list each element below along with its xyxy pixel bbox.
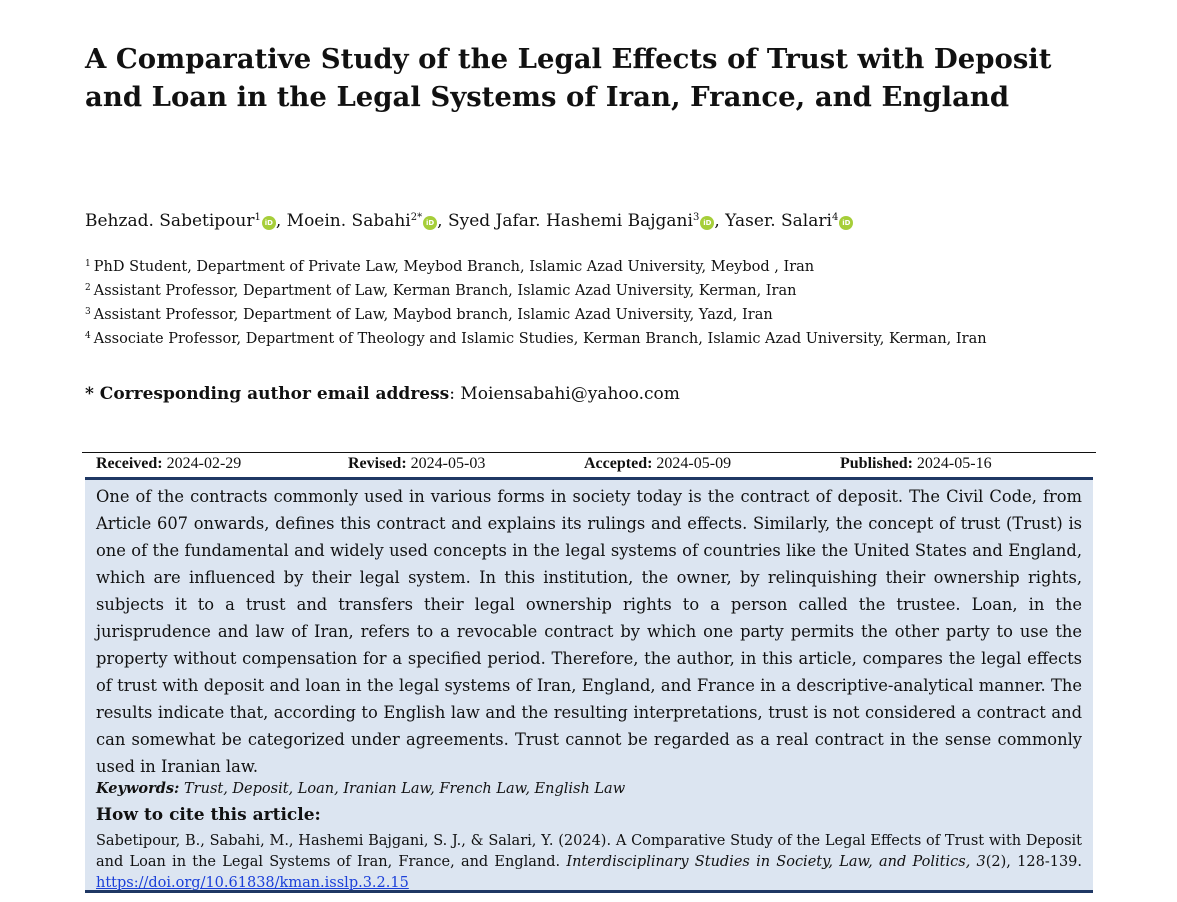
orcid-icon[interactable]: iD — [839, 216, 853, 230]
corresponding-label: * Corresponding author email address — [85, 384, 450, 404]
keywords-label: Keywords: — [96, 780, 180, 797]
author-affil-number: 4 — [831, 212, 839, 223]
orcid-icon[interactable]: iD — [423, 216, 437, 230]
affiliation-text: PhD Student, Department of Private Law, Meybod Branch, Islamic Azad University, Meybod , Iran — [93, 259, 815, 275]
author-affil-number: 3 — [692, 212, 700, 223]
abstract-text: One of the contracts commonly used in various forms in society today is the contract of deposit. The Civil Code, from Article 607 onwards, defines this contract and explains its rulings and effects. Similarly, the concept of trust (Trust) is one of the fundamental and widely used concepts in the legal systems of countries like the United States and England, which are influenced by their legal system. In this institution, the owner, by relinquishing their ownership rights, subjects it to a trust and transfers their legal ownership rights to a person called the trustee. Loan, in the jurisprudence and law of Iran, refers to a revocable contract by which one party permits the other party to use the property without compensation for a specified period. Therefore, the author, in this article, compares the legal effects of trust with deposit and loan in the legal systems of Iran, England, and France in a descriptive-analytical manner. The results indicate that, according to English law and the resulting interpretations, trust is not considered a contract and can somewhat be categorized under agreements. Trust cannot be regarded as a real contract in the sense commonly used in Iranian law. — [96, 487, 1082, 776]
affiliation-item — [85, 254, 987, 278]
affiliation-item — [85, 302, 987, 326]
citation — [96, 831, 1082, 894]
author-name: Moein. Sabahi — [286, 211, 411, 231]
dates-bar — [82, 452, 1096, 478]
orcid-icon[interactable]: iD — [700, 216, 714, 230]
affiliation-list — [85, 254, 987, 350]
citation-text: Sabetipour, B., Sabahi, M., Hashemi Bajgani, S. J., & Salari, Y. (2024). A Comparative Study of the Legal Effects of Trust with Deposit and Loan in the Legal Systems of Iran, France, and England. — [96, 833, 1082, 870]
affiliation-item — [85, 326, 987, 350]
received-date — [96, 455, 241, 473]
author-separator: , — [275, 211, 287, 231]
date-label: Revised: — [348, 455, 407, 472]
author-name: Syed Jafar. Hashemi Bajgani — [447, 211, 693, 231]
corresponding-email[interactable]: Moiensabahi@yahoo.com — [460, 384, 680, 404]
date-value: 2024-02-29 — [166, 455, 242, 472]
author-list — [85, 206, 853, 233]
affiliation-item — [85, 278, 987, 302]
keywords-text: Trust, Deposit, Loan, Iranian Law, French Law, English Law — [184, 781, 626, 797]
author-separator: , — [437, 211, 448, 231]
affiliation-text: Assistant Professor, Department of Law, Kerman Branch, Islamic Azad University, Kerman, Iran — [93, 283, 797, 299]
article-title: A Comparative Study of the Legal Effects of Trust with Deposit and Loan in the Legal Systems of Iran, France, and England — [85, 43, 1052, 113]
author-affil-number: 2* — [410, 212, 423, 223]
date-value: 2024-05-03 — [410, 455, 486, 472]
keywords — [96, 779, 625, 799]
author-separator: , — [714, 211, 726, 231]
author-affil-number: 1 — [254, 212, 261, 223]
affiliation-text: Assistant Professor, Department of Law, Maybod branch, Islamic Azad University, Yazd, Iran — [93, 307, 773, 323]
date-label: Accepted: — [584, 455, 653, 472]
affiliation-number: 4 — [85, 331, 91, 341]
published-date — [840, 455, 992, 473]
abstract-box — [85, 477, 1093, 893]
date-label: Received: — [96, 455, 163, 472]
revised-date — [348, 455, 485, 473]
author-name: Behzad. Sabetipour — [85, 211, 255, 231]
affiliation-number: 2 — [85, 283, 91, 293]
accepted-date — [584, 455, 731, 473]
cite-heading: How to cite this article: — [96, 805, 321, 825]
affiliation-number: 1 — [85, 259, 91, 269]
doi-link[interactable]: https://doi.org/10.61838/kman.isslp.3.2.15 — [96, 875, 409, 891]
citation-issue: (2), 128-139. — [985, 854, 1083, 870]
affiliation-number: 3 — [85, 307, 91, 317]
affiliation-text: Associate Professor, Department of Theology and Islamic Studies, Kerman Branch, Islamic Azad University, Kerman, Iran — [93, 331, 987, 347]
date-label: Published: — [840, 455, 913, 472]
orcid-icon[interactable]: iD — [262, 216, 276, 230]
date-value: 2024-05-09 — [656, 455, 732, 472]
author-name: Yaser. Salari — [725, 211, 832, 231]
date-value: 2024-05-16 — [916, 455, 992, 472]
corresponding-author: * Corresponding author email address: Moiensabahi@yahoo.com — [85, 384, 680, 404]
citation-journal: Interdisciplinary Studies in Society, Law, and Politics, 3 — [566, 854, 986, 870]
